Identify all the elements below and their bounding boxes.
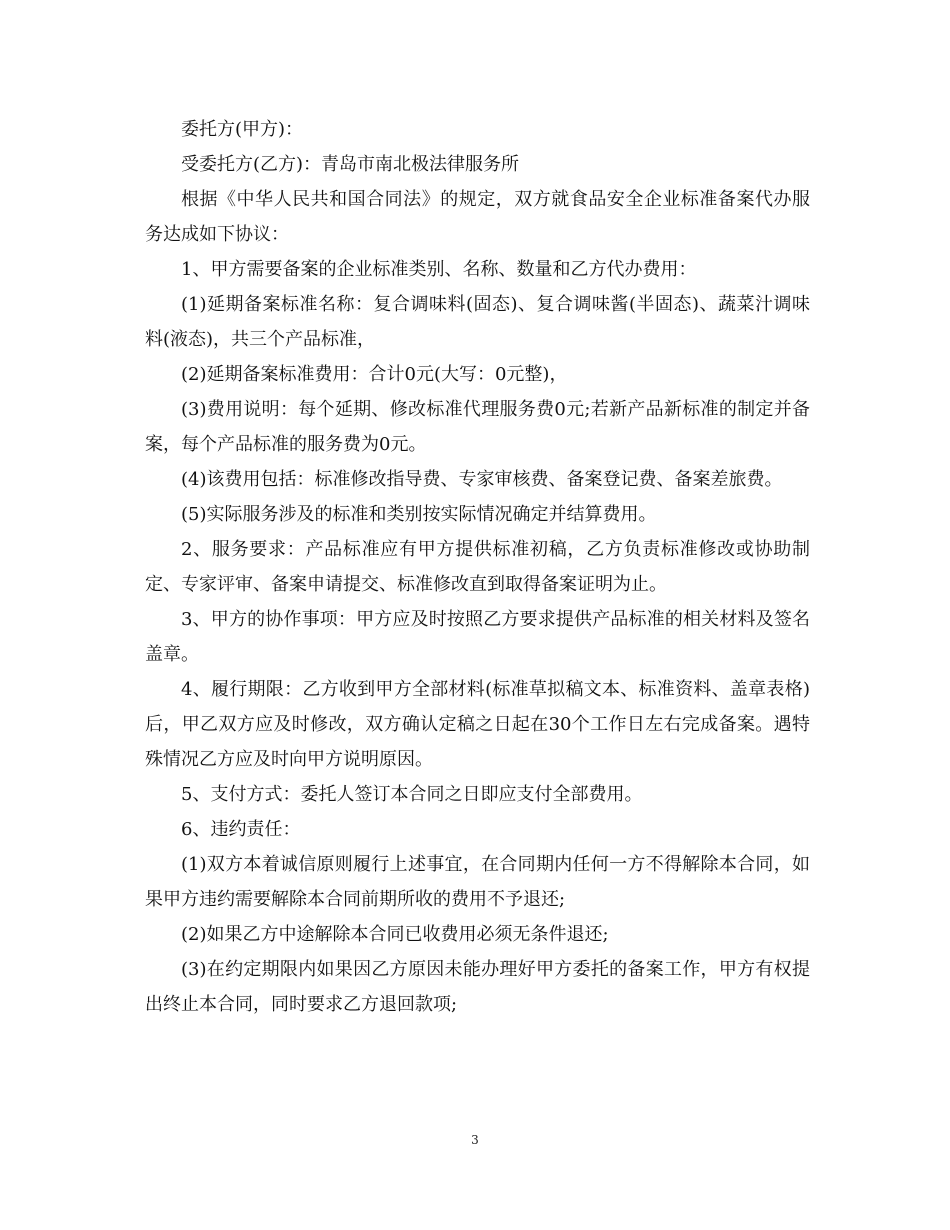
paragraph-clause-5: 5、支付方式：委托人签订本合同之日即应支付全部费用。 (181, 784, 643, 805)
paragraph-clause-1-1: (1)延期备案标准名称：复合调味料(固态)、复合调味酱(半固态)、蔬菜汁调味料(液态)，共三个产品标准， (145, 294, 810, 350)
paragraph-clause-3: 3、甲方的协作事项：甲方应及时按照乙方要求提供产品标准的相关材料及签名盖章。 (145, 609, 810, 665)
paragraph-clause-6-2: (2)如果乙方中途解除本合同已收费用必须无条件退还; (181, 924, 609, 945)
paragraph-clause-1-5: (5)实际服务涉及的标准和类别按实际情况确定并结算费用。 (181, 504, 657, 525)
paragraph-clause-1-4: (4)该费用包括：标准修改指导费、专家审核费、备案登记费、备案差旅费。 (181, 469, 783, 490)
paragraph-clause-6-1: (1)双方本着诚信原则履行上述事宜，在合同期内任何一方不得解除本合同，如果甲方违约需要解除本合同前期所收的费用不予退还; (145, 854, 810, 910)
paragraph-clause-6-3: (3)在约定期限内如果因乙方原因未能办理好甲方委托的备案工作，甲方有权提出终止本合同，同时要求乙方退回款项; (145, 959, 810, 1015)
paragraph-clause-1-3: (3)费用说明：每个延期、修改标准代理服务费0元;若新产品新标准的制定并备案，每个产品标准的服务费为0元。 (145, 399, 810, 455)
paragraph-preamble: 根据《中华人民共和国合同法》的规定，双方就食品安全企业标准备案代办服务达成如下协议： (145, 189, 810, 245)
paragraph-client: 委托方(甲方)： (181, 119, 304, 140)
paragraph-clause-6: 6、违约责任： (181, 819, 301, 840)
paragraph-clause-1-2: (2)延期备案标准费用：合计0元(大写：0元整)， (181, 364, 568, 385)
page-number: 3 (471, 1133, 479, 1147)
paragraph-clause-2: 2、服务要求：产品标准应有甲方提供标准初稿，乙方负责标准修改或协助制定、专家评审、备案申请提交、标准修改直到取得备案证明为止。 (145, 539, 810, 595)
paragraph-clause-4: 4、履行期限：乙方收到甲方全部材料(标准草拟稿文本、标准资料、盖章表格)后，甲乙双方应及时修改，双方确认定稿之日起在30个工作日左右完成备案。遇特殊情况乙方应及时向甲方说明原因。 (145, 679, 810, 770)
paragraph-clause-1: 1、甲方需要备案的企业标准类别、名称、数量和乙方代办费用： (181, 259, 697, 280)
paragraph-agent: 受委托方(乙方)：青岛市南北极法律服务所 (181, 154, 520, 175)
document-body (145, 112, 810, 1022)
